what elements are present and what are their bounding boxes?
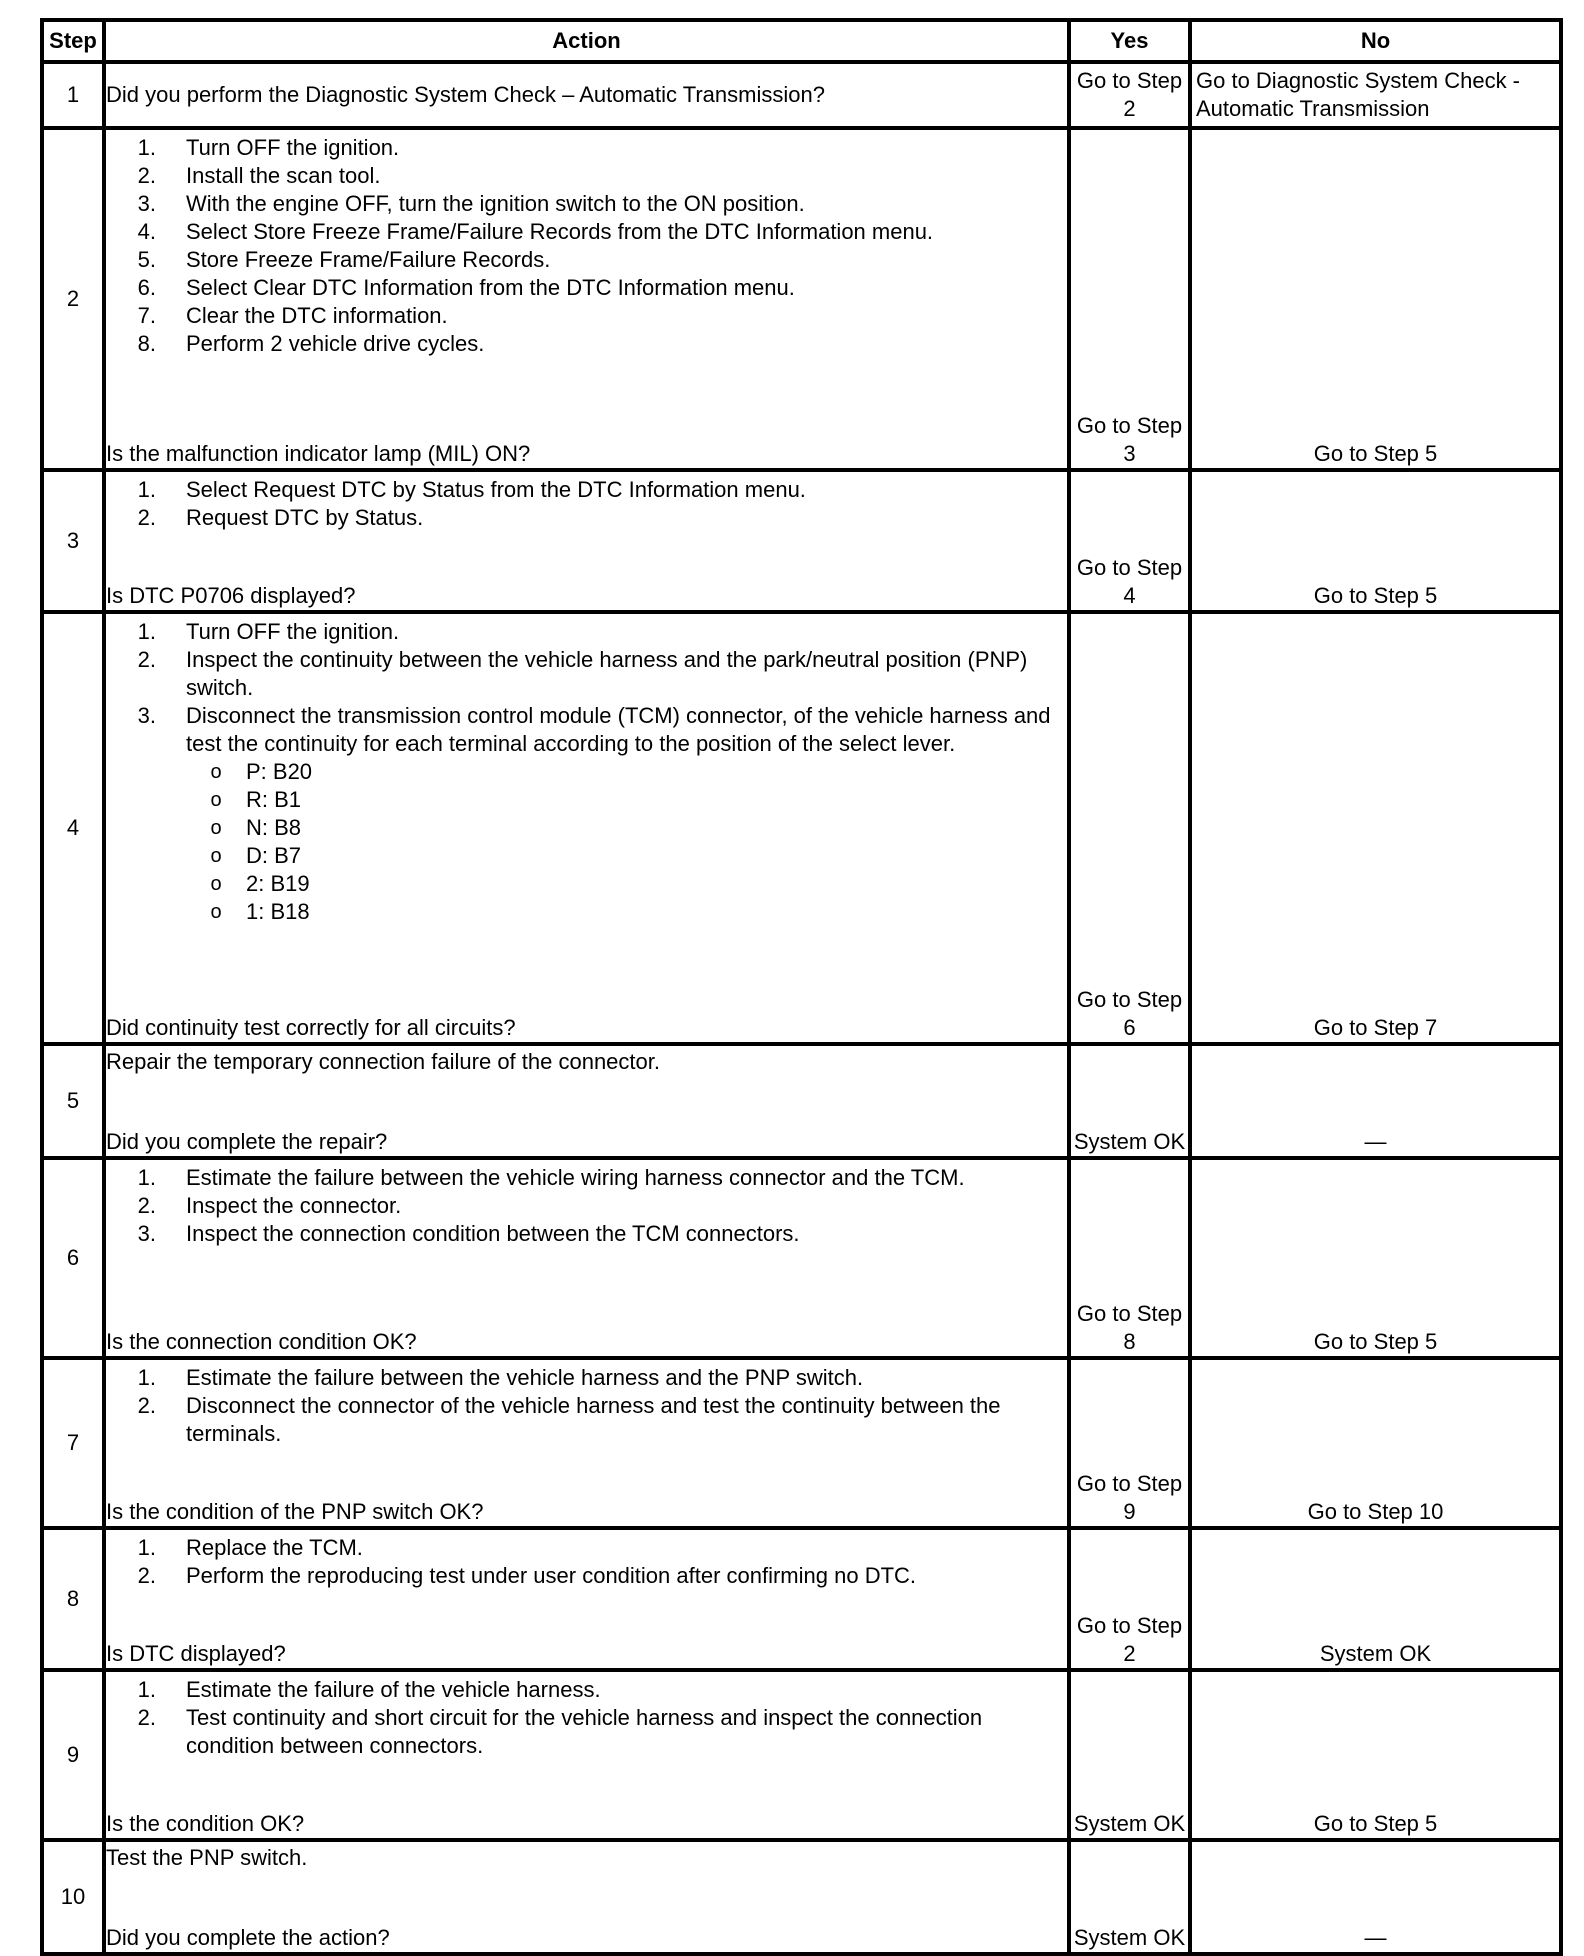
- list-item: 6. Select Clear DTC Information from the DTC Information menu.: [137, 275, 795, 300]
- no-cell: Go to Step 5: [1190, 470, 1561, 612]
- header-no: No: [1190, 20, 1561, 62]
- list-item: 1. Replace the TCM.: [137, 1535, 363, 1560]
- action-steps-list: [106, 134, 1067, 358]
- action-steps-list: [106, 1364, 1067, 1448]
- list-item: o D: B7: [186, 842, 1067, 870]
- bullet-icon: o: [210, 817, 222, 839]
- terminal-list: [186, 758, 1067, 926]
- list-item: 1. Turn OFF the ignition.: [137, 135, 400, 160]
- list-item: 2. Test continuity and short circuit for the vehicle harness and inspect the connection condition between connectors.: [137, 1705, 983, 1758]
- header-action: Action: [104, 20, 1069, 62]
- bullet-icon: o: [210, 761, 222, 783]
- bullet-icon: o: [210, 901, 222, 923]
- question-text: Is the connection condition OK?: [106, 1329, 417, 1354]
- list-item: o R: B1: [186, 786, 1067, 814]
- action-text: Repair the temporary connection failure of the connector.: [106, 1049, 660, 1074]
- yes-cell: System OK: [1069, 1044, 1190, 1158]
- no-cell: —: [1190, 1840, 1561, 1954]
- step-number: 8: [42, 1528, 104, 1670]
- list-item: 3. Disconnect the transmission control module (TCM) connector, of the vehicle harness and test the continuity for each terminal according to the position of the select lever.: [137, 703, 1051, 756]
- table-row: [42, 1044, 1561, 1158]
- no-cell: Go to Step 7: [1190, 612, 1561, 1044]
- action-text: Test the PNP switch.: [106, 1845, 308, 1870]
- yes-cell: Go to Step 4: [1069, 470, 1190, 612]
- no-cell: Go to Step 5: [1190, 1158, 1561, 1358]
- list-item: 1. Select Request DTC by Status from the DTC Information menu.: [137, 477, 806, 502]
- action-cell: [104, 1358, 1069, 1528]
- step-number: 9: [42, 1670, 104, 1840]
- list-item: 3. With the engine OFF, turn the ignition switch to the ON position.: [137, 191, 805, 216]
- bullet-icon: o: [210, 789, 222, 811]
- question-text: Did you complete the repair?: [106, 1129, 388, 1154]
- no-cell: —: [1190, 1044, 1561, 1158]
- action-cell: [104, 470, 1069, 612]
- step-number: 10: [42, 1840, 104, 1954]
- yes-cell: System OK: [1069, 1670, 1190, 1840]
- yes-cell: Go to Step 6: [1069, 612, 1190, 1044]
- question-text: Did you complete the action?: [106, 1925, 390, 1950]
- list-item: 2. Perform the reproducing test under user condition after confirming no DTC.: [137, 1563, 917, 1588]
- yes-cell: Go to Step 8: [1069, 1158, 1190, 1358]
- no-cell: Go to Step 10: [1190, 1358, 1561, 1528]
- list-item: 2. Request DTC by Status.: [137, 505, 424, 530]
- step-number: 7: [42, 1358, 104, 1528]
- list-item: 5. Store Freeze Frame/Failure Records.: [137, 247, 551, 272]
- action-cell: [104, 128, 1069, 470]
- header-yes: Yes: [1069, 20, 1190, 62]
- action-steps-list: [106, 1676, 1067, 1760]
- yes-cell: Go to Step 3: [1069, 128, 1190, 470]
- no-cell: Go to Step 5: [1190, 1670, 1561, 1840]
- bullet-icon: o: [210, 873, 222, 895]
- action-cell: [104, 612, 1069, 1044]
- step-number: 5: [42, 1044, 104, 1158]
- header-step: Step: [42, 20, 104, 62]
- table-row: [42, 470, 1561, 612]
- yes-cell: Go to Step 9: [1069, 1358, 1190, 1528]
- question-text: Did you perform the Diagnostic System Check – Automatic Transmission?: [106, 82, 825, 107]
- no-cell: System OK: [1190, 1528, 1561, 1670]
- list-item: 2. Inspect the connector.: [137, 1193, 402, 1218]
- table-row: [42, 128, 1561, 470]
- list-item: 3. Inspect the connection condition between the TCM connectors.: [137, 1221, 800, 1246]
- list-item: 2. Inspect the continuity between the vehicle harness and the park/neutral position (PNP) switch.: [137, 647, 1028, 700]
- table-row: [42, 1158, 1561, 1358]
- list-item: o P: B20: [186, 758, 1067, 786]
- list-item: 1. Turn OFF the ignition.: [137, 619, 400, 644]
- question-text: Is the condition OK?: [106, 1811, 305, 1836]
- table-row: [42, 612, 1561, 1044]
- action-cell: [104, 1044, 1069, 1158]
- list-item: 1. Estimate the failure between the vehicle wiring harness connector and the TCM.: [137, 1165, 965, 1190]
- action-steps-list: [106, 1164, 1067, 1248]
- yes-cell: System OK: [1069, 1840, 1190, 1954]
- action-cell: [104, 1158, 1069, 1358]
- no-cell: Go to Step 5: [1190, 128, 1561, 470]
- action-cell: [104, 1840, 1069, 1954]
- step-number: 3: [42, 470, 104, 612]
- question-text: Is the condition of the PNP switch OK?: [106, 1499, 484, 1524]
- list-item: 4. Select Store Freeze Frame/Failure Records from the DTC Information menu.: [137, 219, 934, 244]
- diagnostic-table: [40, 18, 1563, 1956]
- list-item: 7. Clear the DTC information.: [137, 303, 448, 328]
- list-item: o 2: B19: [186, 870, 1067, 898]
- bullet-icon: o: [210, 845, 222, 867]
- yes-cell: Go to Step 2: [1069, 62, 1190, 128]
- action-steps-list: [106, 1534, 1067, 1590]
- list-item: 1. Estimate the failure between the vehicle harness and the PNP switch.: [137, 1365, 864, 1390]
- action-cell: [104, 1670, 1069, 1840]
- header-row: [42, 20, 1561, 62]
- action-steps-list: [106, 476, 1067, 532]
- question-text: Did continuity test correctly for all circuits?: [106, 1015, 516, 1040]
- yes-cell: Go to Step 2: [1069, 1528, 1190, 1670]
- step-number: 2: [42, 128, 104, 470]
- step-number: 6: [42, 1158, 104, 1358]
- list-item: 8. Perform 2 vehicle drive cycles.: [137, 331, 485, 356]
- no-cell: Go to Diagnostic System Check - Automatic Transmission: [1190, 62, 1561, 128]
- table-row: [42, 1528, 1561, 1670]
- table-row: [42, 1840, 1561, 1954]
- action-steps-list: [106, 618, 1067, 758]
- table-row: [42, 1358, 1561, 1528]
- list-item: o 1: B18: [186, 898, 1067, 926]
- table-row: [42, 62, 1561, 128]
- question-text: Is DTC P0706 displayed?: [106, 583, 356, 608]
- table-row: [42, 1670, 1561, 1840]
- question-text: Is the malfunction indicator lamp (MIL) ON?: [106, 441, 531, 466]
- list-item: 2. Disconnect the connector of the vehicle harness and test the continuity between the terminals.: [137, 1393, 1001, 1446]
- action-cell: [104, 62, 1069, 128]
- list-item: o N: B8: [186, 814, 1067, 842]
- step-number: 4: [42, 612, 104, 1044]
- list-item: 2. Install the scan tool.: [137, 163, 381, 188]
- list-item: 1. Estimate the failure of the vehicle harness.: [137, 1677, 601, 1702]
- question-text: Is DTC displayed?: [106, 1641, 286, 1666]
- action-cell: [104, 1528, 1069, 1670]
- step-number: 1: [42, 62, 104, 128]
